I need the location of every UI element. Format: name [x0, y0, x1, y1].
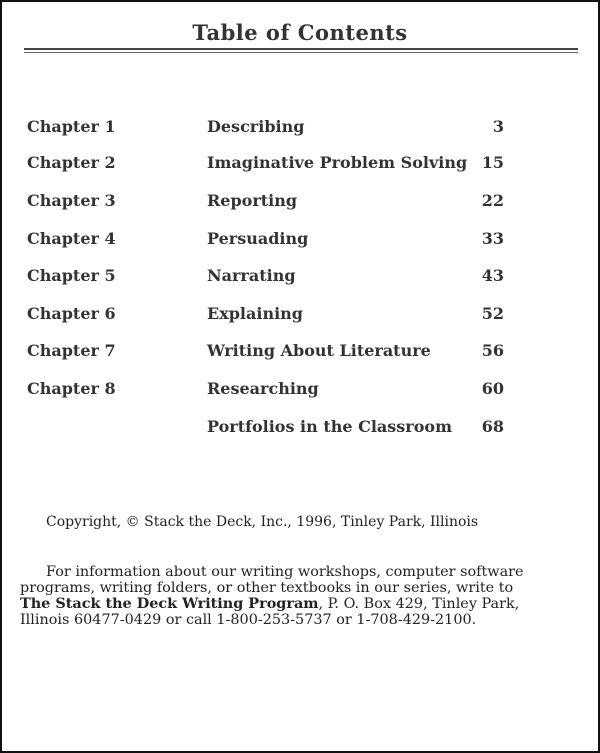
- page-title: Table of Contents: [192, 20, 408, 45]
- toc-entry: [0, 379, 600, 401]
- info-line: programs, writing folders, or other textbooks in our series, write to: [20, 580, 514, 596]
- page-number: 33: [481, 229, 504, 248]
- page-number: 22: [481, 191, 504, 210]
- chapter-title: Describing: [207, 117, 305, 136]
- chapter-label: Chapter 3: [27, 191, 116, 210]
- page-number: 15: [481, 153, 504, 172]
- page-number: 43: [481, 266, 504, 285]
- chapter-title: Imaginative Problem Solving: [207, 153, 468, 172]
- copyright-notice: Copyright, © Stack the Deck, Inc., 1996, Tinley Park, Illinois: [46, 514, 479, 530]
- chapter-title: Reporting: [207, 191, 298, 210]
- chapter-label: Chapter 6: [27, 304, 116, 323]
- chapter-title: Persuading: [207, 229, 309, 248]
- program-name: The Stack the Deck Writing Program: [20, 595, 319, 612]
- chapter-title: Narrating: [207, 266, 296, 285]
- toc-entry: [0, 417, 600, 439]
- page-number: 3: [492, 117, 504, 136]
- address-text: , P. O. Box 429, Tinley Park,: [318, 596, 520, 612]
- toc-entry: [0, 117, 600, 139]
- chapter-title: Explaining: [207, 304, 303, 323]
- toc-entry: [0, 341, 600, 363]
- title-rule: [24, 48, 578, 50]
- info-line: Illinois 60477-0429 or call 1-800-253-5737 or 1-708-429-2100.: [20, 612, 477, 628]
- page-number: 60: [481, 379, 504, 398]
- chapter-label: Chapter 1: [27, 117, 116, 136]
- chapter-title: Researching: [207, 379, 319, 398]
- info-line: For information about our writing workshops, computer software: [46, 564, 524, 580]
- chapter-label: Chapter 7: [27, 341, 116, 360]
- title-rule-secondary: [24, 52, 578, 53]
- chapter-label: Chapter 2: [27, 153, 116, 172]
- chapter-label: Chapter 5: [27, 266, 116, 285]
- chapter-title: Portfolios in the Classroom: [207, 417, 453, 436]
- toc-entry: [0, 153, 600, 175]
- toc-entry: [0, 229, 600, 251]
- page-number: 56: [481, 341, 504, 360]
- page-number: 68: [481, 417, 504, 436]
- contact-info: [20, 564, 524, 628]
- page-number: 52: [481, 304, 504, 323]
- toc-entry: [0, 266, 600, 288]
- chapter-label: Chapter 4: [27, 229, 116, 248]
- info-line: [20, 596, 524, 612]
- toc-entry: [0, 304, 600, 326]
- chapter-label: Chapter 8: [27, 379, 116, 398]
- chapter-title: Writing About Literature: [207, 341, 431, 360]
- toc-entry: [0, 191, 600, 213]
